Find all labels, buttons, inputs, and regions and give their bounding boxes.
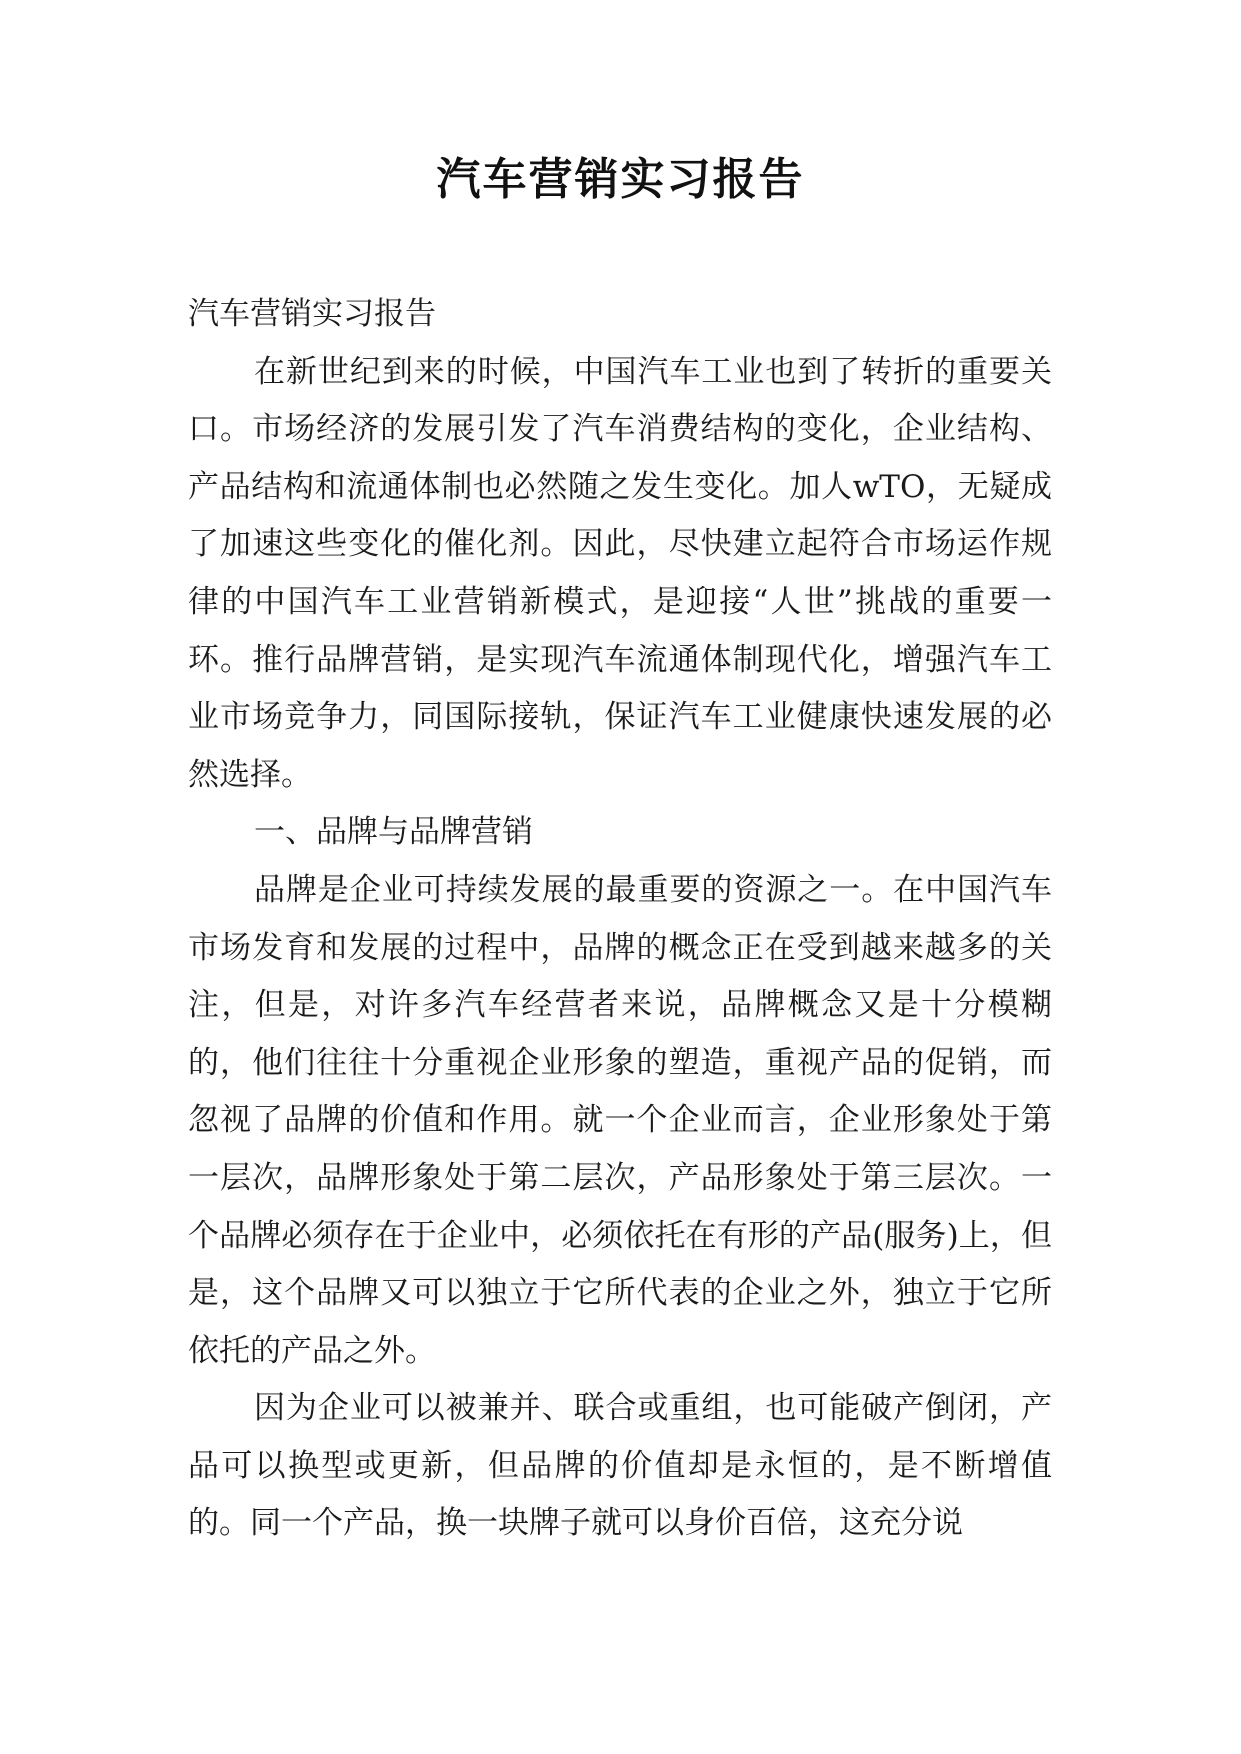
paragraph-brand: 品牌是企业可持续发展的最重要的资源之一。在中国汽车市场发育和发展的过程中，品牌的概念正在受到越来越多的关注，但是，对许多汽车经营者来说，品牌概念又是十分模糊的，他们往往十分重视企业形象的塑造，重视产品的促销，而忽视了品牌的价值和作用。就一个企业而言，企业形象处于第一层次，品牌形象处于第二层次，产品形象处于第三层次。一个品牌必须存在于企业中，必须依托在有形的产品(服务)上，但是，这个品牌又可以独立于它所代表的企业之外，独立于它所依托的产品之外。 <box>188 871 1052 1369</box>
document-title: 汽车营销实习报告 <box>436 154 805 205</box>
paragraph-brand-value: 因为企业可以被兼并、联合或重组，也可能破产倒闭，产品可以换型或更新，但品牌的价值却是永恒的，是不断增值的。同一个产品，换一块牌子就可以身价百倍，这充分说 <box>188 1390 1052 1542</box>
paragraph-intro: 在新世纪到来的时候，中国汽车工业也到了转折的重要关口。市场经济的发展引发了汽车消费结构的变化，企业结构、产品结构和流通体制也必然随之发生变化。加人wTO，无疑成了加速这些变化的催化剂。因此，尽快建立起符合市场运作规律的中国汽车工业营销新模式，是迎接“人世”挑战的重要一环。推行品牌营销，是实现汽车流通体制现代化，增强汽车工业市场竞争力，同国际接轨，保证汽车工业健康快速发展的必然选择。 <box>188 353 1052 793</box>
section-heading: 一、品牌与品牌营销 <box>254 814 533 851</box>
document-body <box>188 286 1052 1553</box>
paragraph-heading-repeat: 汽车营销实习报告 <box>188 296 436 332</box>
